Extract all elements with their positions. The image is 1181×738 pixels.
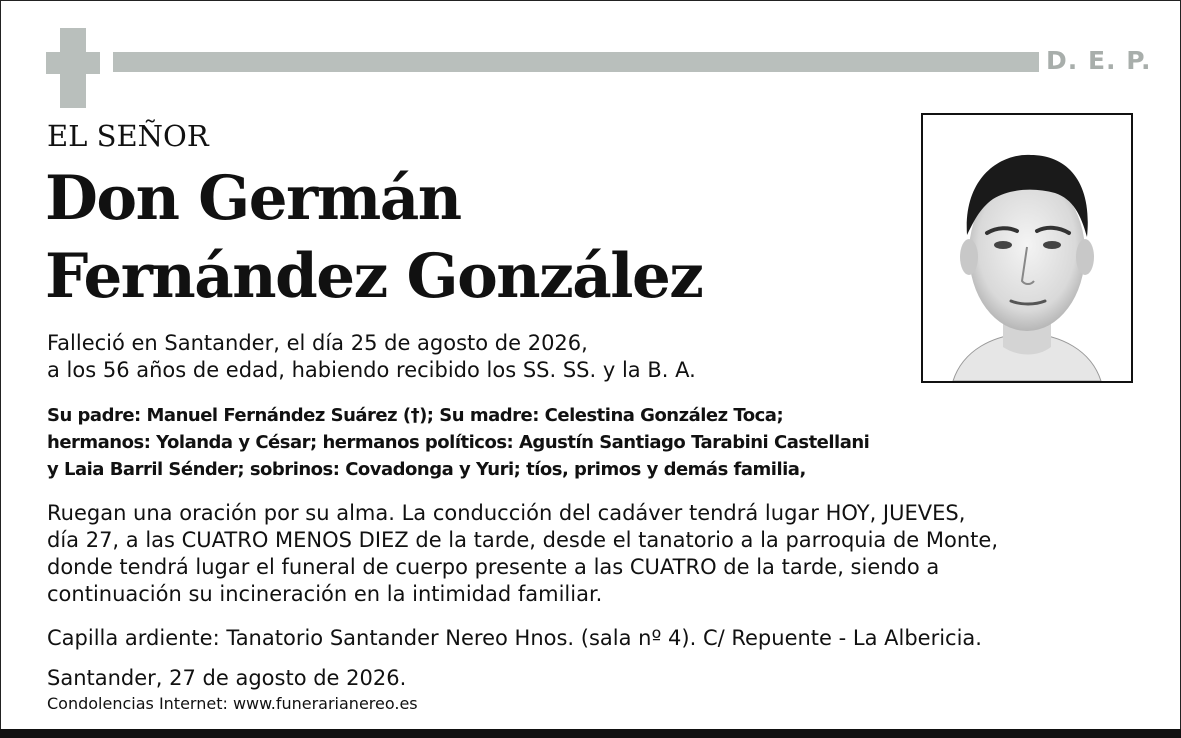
chapel-info: Capilla ardiente: Tanatorio Santander Nereo Hnos. (sala nº 4). C/ Repuente - La Albericia. [47,626,982,650]
family-line: y Laia Barril Sénder; sobrinos: Covadonga y Yuri; tíos, primos y demás familia, [47,459,806,480]
portrait-photo [921,113,1133,383]
ceremony-details [47,500,998,608]
header-rule [113,52,1039,72]
family-line: Su padre: Manuel Fernández Suárez (†); Su madre: Celestina González Toca; [47,405,784,426]
deceased-name [45,160,702,316]
family-list [47,402,869,483]
ceremony-line: donde tendrá lugar el funeral de cuerpo presente a las CUATRO de la tarde, siendo a [47,555,940,579]
death-notice-line: a los 56 años de edad, habiendo recibido los SS. SS. y la B. A. [47,358,696,382]
honorific: EL SEÑOR [47,119,209,153]
dep-label: D. E. P. [1046,46,1152,75]
name-line-2: Fernández González [45,241,703,312]
ceremony-line: continuación su incineración en la intimidad familiar. [47,582,603,606]
death-notice [47,330,696,384]
date-place: Santander, 27 de agosto de 2026. [47,666,407,690]
bottom-bar [0,729,1181,738]
family-line: hermanos: Yolanda y César; hermanos políticos: Agustín Santiago Tarabini Castellani [47,432,870,453]
ceremony-line: Ruegan una oración por su alma. La conducción del cadáver tendrá lugar HOY, JUEVES, [47,501,966,525]
death-notice-line: Falleció en Santander, el día 25 de agosto de 2026, [47,331,588,355]
ceremony-line: día 27, a las CUATRO MENOS DIEZ de la tarde, desde el tanatorio a la parroquia de Monte, [47,528,998,552]
condolences-link[interactable]: Condolencias Internet: www.funerarianereo.es [47,694,418,713]
name-line-1: Don Germán [45,163,461,234]
